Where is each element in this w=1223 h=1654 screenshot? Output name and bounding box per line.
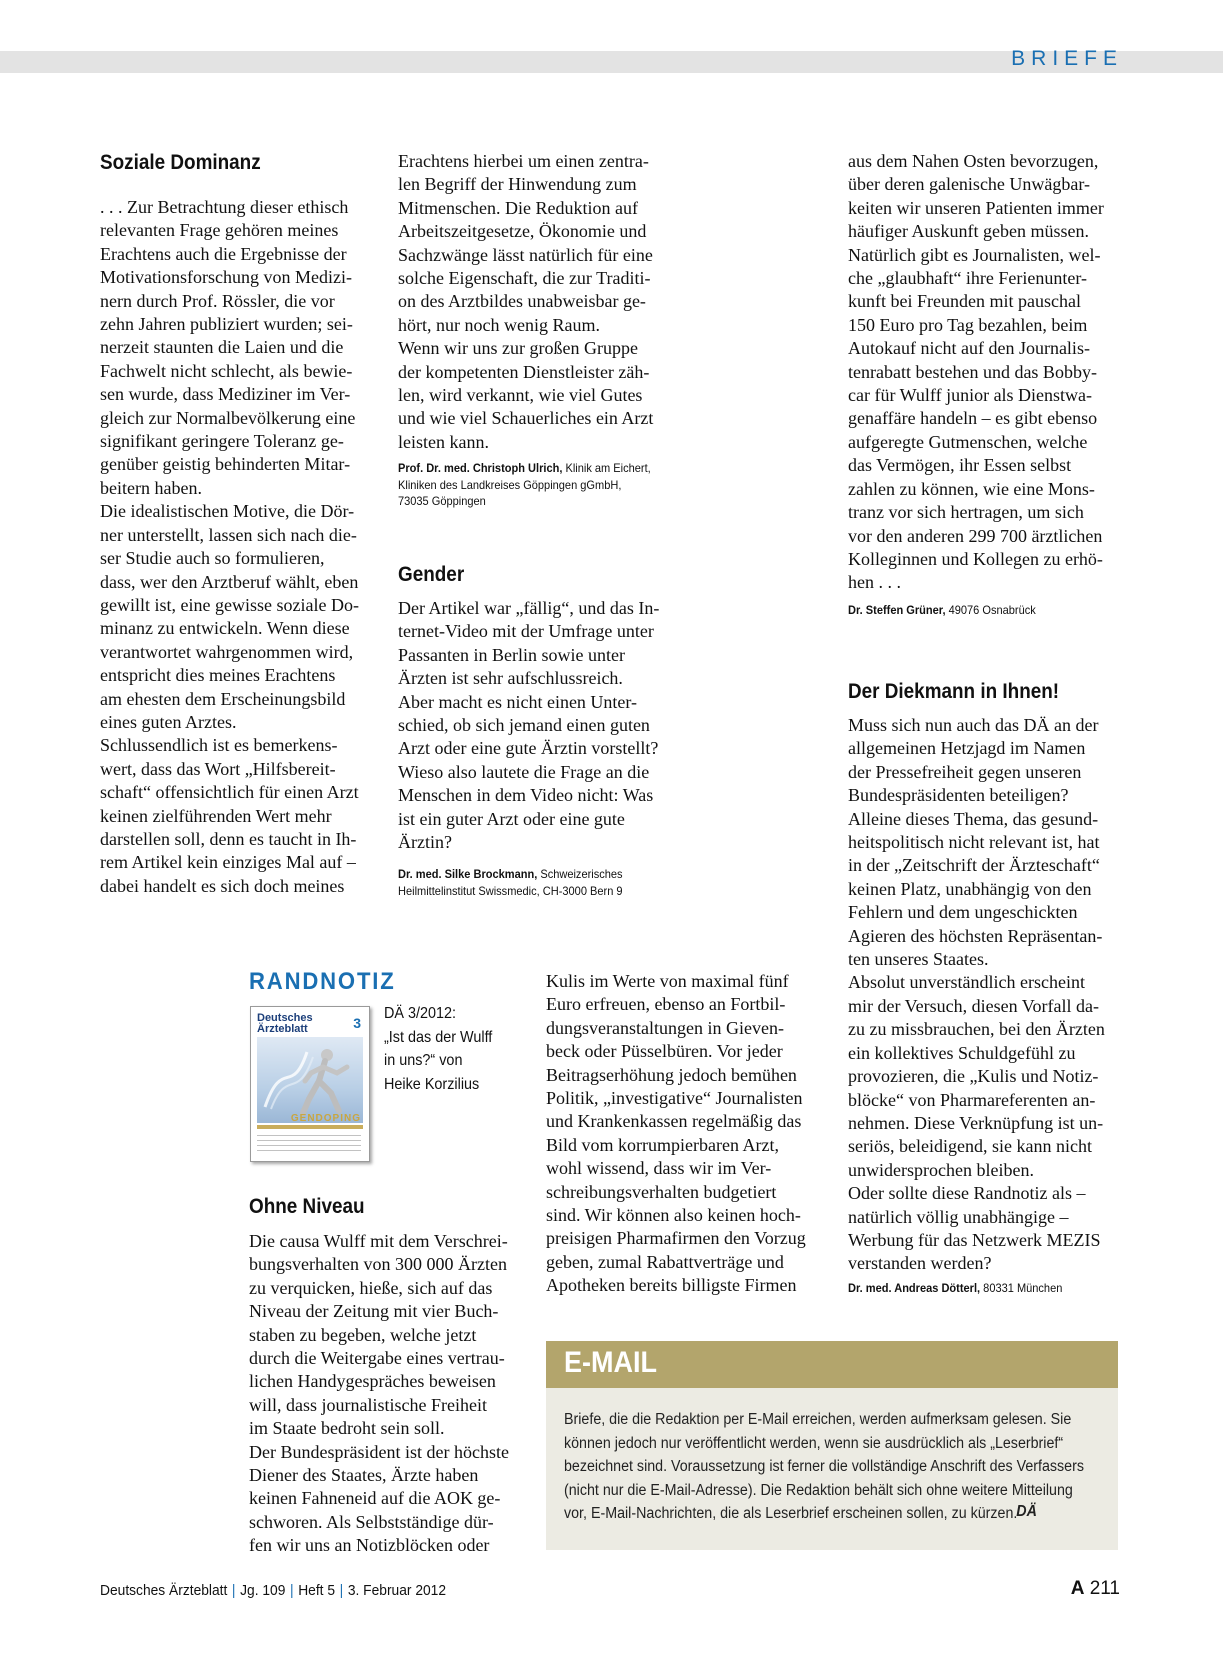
cover-headline: GENDOPING: [290, 1113, 361, 1124]
text-line: minanz zu entwickeln. Wenn diese: [100, 618, 350, 639]
article-title-ohne-niveau: Ohne Niveau: [249, 1195, 365, 1218]
text-line: Schlussendlich ist es bemerkens-: [100, 735, 338, 756]
text-line: dabei handelt es sich doch meines: [100, 875, 345, 896]
signature-affiliation: Schweizerisches: [537, 867, 623, 881]
cover-issue-number: 3: [353, 1015, 361, 1031]
text-line: ist ein guter Arzt oder eine gute: [398, 808, 625, 829]
text-line: ein kollektives Schuldgefühl zu: [848, 1042, 1076, 1063]
text-line: Motivationsforschung von Medizi-: [100, 267, 352, 288]
text-line: Aber macht es nicht einen Unter-: [398, 691, 638, 712]
text-line: Autokauf nicht auf den Journalis-: [848, 338, 1090, 359]
randnotiz-reference: [384, 1002, 492, 1096]
text-line: Oder sollte diese Randnotiz als –: [848, 1183, 1086, 1204]
text-line: Apotheken bereits billigste Firmen: [546, 1275, 797, 1296]
letter-signature-doetterl: [848, 1280, 1115, 1297]
text-line: Wieso also lautete die Frage an die: [398, 761, 650, 782]
text-line: 150 Euro pro Tag bezahlen, beim: [848, 314, 1088, 335]
text-line: Fachwelt nicht schlecht, als bewie-: [100, 360, 353, 381]
article-body-ohne-niveau: [249, 1230, 534, 1558]
footer-separator: |: [231, 1582, 236, 1599]
text-line: beitern haben.: [100, 477, 202, 498]
text-line: natürlich völlig unabhängige –: [848, 1206, 1069, 1227]
text-line: kunft bei Freunden mit pauschal: [848, 291, 1081, 312]
signature-name: Dr. med. Silke Brockmann,: [398, 867, 538, 881]
text-line: aufgeregte Gutmenschen, welche: [848, 431, 1088, 452]
page-number-prefix: A: [1070, 1578, 1085, 1599]
text-line: keinen Fahneneid auf die AOK ge-: [249, 1488, 501, 1509]
page-number-value: 211: [1089, 1578, 1120, 1599]
text-line: Briefe, die die Redaktion per E-Mail erreichen, werden aufmerksam gelesen. Sie: [564, 1411, 1072, 1428]
cover-masthead-line2: Ärzteblatt: [257, 1023, 308, 1035]
text-line: fen wir uns an Notizblöcken oder: [249, 1535, 490, 1556]
text-line: hört, nur noch wenig Raum.: [398, 314, 600, 335]
cover-band: [257, 1125, 363, 1129]
signature-address: 80331 München: [980, 1281, 1063, 1295]
signature-affiliation-line2: Heilmittelinstitut Swissmedic, CH-3000 Bern 9: [398, 883, 623, 898]
text-line: ternet-Video mit der Umfrage unter: [398, 621, 654, 642]
text-line: heitspolitisch nicht relevant ist, hat: [848, 832, 1100, 853]
text-line: vor, E-Mail-Nachrichten, die als Leserbrief erscheinen sollen, zu kürzen.: [564, 1505, 1018, 1522]
text-line: mir der Versuch, diesen Vorfall da-: [848, 995, 1099, 1016]
article-body-continued: [398, 150, 683, 454]
letter-signature-brockmann: [398, 866, 665, 899]
text-line: gleich zur Normalbevölkerung eine: [100, 407, 356, 428]
article-body-ohne-niveau-continued: [546, 970, 831, 1298]
text-line: Wenn wir uns zur großen Gruppe: [398, 338, 638, 359]
text-line: Kulis im Werte von maximal fünf: [546, 971, 789, 991]
text-line: nerzeit staunten die Laien und die: [100, 337, 344, 358]
signature-address: 73035 Göppingen: [398, 494, 486, 508]
text-line: aus dem Nahen Osten bevorzugen,: [848, 151, 1099, 171]
text-line: Natürlich gibt es Journalisten, wel-: [848, 244, 1101, 265]
text-line: häufiger Auskunft geben müssen.: [848, 221, 1089, 242]
text-line: nern durch Prof. Rössler, die vor: [100, 290, 335, 311]
letter-signature-grueener: [848, 602, 1115, 619]
text-line: Erachtens hierbei um einen zentra-: [398, 151, 649, 171]
reference-line: „Ist das der Wulff: [384, 1028, 493, 1046]
text-line: und wie viel Schauerliches ein Arzt: [398, 408, 654, 429]
text-line: hen . . .: [848, 572, 901, 593]
signature-name: Dr. Steffen Grüner,: [848, 603, 946, 617]
text-line: Mitmenschen. Die Reduktion auf: [398, 197, 638, 218]
text-line: keinen Platz, unabhängig von den: [848, 878, 1092, 899]
cover-small-print: [257, 1135, 361, 1153]
text-line: Ärzten ist sehr aufschlussreich.: [398, 668, 623, 689]
text-line: Kolleginnen und Kollegen zu erhö-: [848, 548, 1103, 569]
article-body-gender: [398, 597, 683, 854]
footer-date: 3. Februar 2012: [347, 1582, 447, 1599]
text-line: bezeichnet sind. Voraussetzung ist ferner die vollständige Anschrift des Verfassers: [564, 1458, 1085, 1475]
signature-affiliation: Klinik am Eichert,: [562, 461, 651, 475]
signature-affiliation-line2: Kliniken des Landkreises Göppingen gGmbH,: [398, 477, 622, 492]
text-line: entspricht dies meines Erachtens: [100, 665, 336, 686]
footer-journal: Deutsches Ärzteblatt: [100, 1582, 228, 1599]
text-line: staben zu begeben, welche jetzt: [249, 1324, 477, 1345]
magazine-cover-thumbnail: [250, 1006, 370, 1162]
email-box-header: [546, 1341, 1118, 1388]
text-line: on des Arztbildes unabweisbar ge-: [398, 291, 646, 312]
text-line: Werbung für das Netzwerk MEZIS: [848, 1229, 1101, 1250]
text-line: blöcke“ von Pharmareferenten an-: [848, 1089, 1096, 1110]
text-line: Fehlern und dem ungeschickten: [848, 902, 1078, 923]
text-line: leisten kann.: [398, 431, 489, 452]
text-line: Die idealistischen Motive, die Dör-: [100, 501, 355, 522]
text-line: verantwortet wahrgenommen wird,: [100, 641, 354, 662]
section-label: BRIEFE: [1011, 47, 1123, 70]
signature-name: Prof. Dr. med. Christoph Ulrich,: [398, 461, 563, 475]
text-line: können jedoch nur veröffentlicht werden, wenn sie ausdrücklich als „Leserbrief“: [564, 1434, 1064, 1452]
text-line: Bild vom korrumpierbaren Arzt,: [546, 1134, 779, 1155]
cover-masthead: [257, 1013, 313, 1035]
text-line: genüber geistig behinderten Mitar-: [100, 454, 351, 475]
text-line: relevanten Frage gehören meines: [100, 220, 339, 241]
text-line: (nicht nur die E-Mail-Adresse). Die Redaktion behält sich ohne weitere Mitteilung: [564, 1481, 1073, 1499]
text-line: genaffäre handeln – es gibt ebenso: [848, 408, 1098, 429]
text-line: im Staate bedroht sein soll.: [249, 1418, 445, 1439]
text-line: tranz vor sich hertragen, um sich: [848, 502, 1084, 523]
text-line: ten unseres Staates.: [848, 949, 989, 970]
text-line: durch die Weitergabe eines vertrau-: [249, 1348, 505, 1369]
article-body-grueener: [848, 150, 1133, 595]
text-line: verstanden werden?: [848, 1253, 992, 1274]
text-line: Muss sich nun auch das DÄ an der: [848, 715, 1099, 735]
text-line: Der Bundespräsident ist der höchste: [249, 1441, 509, 1462]
email-box-sigla: DÄ: [1016, 1503, 1037, 1520]
footer-separator: |: [290, 1582, 294, 1599]
text-line: ser Studie auch so formulieren,: [100, 548, 325, 569]
text-line: Passanten in Berlin sowie unter: [398, 644, 625, 665]
footer-volume: Jg. 109: [240, 1582, 286, 1599]
text-line: schied, ob sich jemand einen guten: [398, 715, 650, 736]
text-line: che „glaubhaft“ ihre Ferienunter-: [848, 268, 1088, 289]
text-line: will, dass journalistische Freiheit: [249, 1394, 487, 1415]
footer-separator: |: [339, 1582, 344, 1599]
text-line: car für Wulff junior als Dienstwa-: [848, 385, 1093, 406]
text-line: in der „Zeitschrift der Ärzteschaft“: [848, 855, 1100, 876]
text-line: darstellen soll, denn es taucht in Ih-: [100, 828, 357, 849]
text-line: Menschen in dem Video nicht: Was: [398, 785, 654, 806]
text-line: Bundespräsidenten beteiligen?: [848, 785, 1069, 806]
text-line: der Pressefreiheit gegen unseren: [848, 761, 1082, 782]
text-line: Niveau der Zeitung mit vier Buch-: [249, 1301, 499, 1322]
text-line: eines guten Arztes.: [100, 711, 237, 732]
article-title-diekmann: Der Diekmann in Ihnen!: [848, 680, 1060, 703]
text-line: keiten wir unseren Patienten immer: [848, 197, 1104, 218]
reference-line: Heike Korzilius: [384, 1075, 480, 1093]
text-line: Die causa Wulff mit dem Verschrei-: [249, 1231, 508, 1251]
text-line: . . . Zur Betrachtung dieser ethisch: [100, 197, 349, 217]
email-box: [546, 1388, 1118, 1550]
text-line: wohl wissend, dass wir im Ver-: [546, 1158, 772, 1179]
text-line: zahlen zu können, wie eine Mons-: [848, 478, 1095, 499]
text-line: keinen zielführenden Wert mehr: [100, 805, 332, 826]
text-line: provozieren, die „Kulis und Notiz-: [848, 1066, 1099, 1087]
text-line: tenrabatt bestehen und das Bobby-: [848, 361, 1097, 382]
text-line: Ärztin?: [398, 832, 452, 853]
article-title-soziale-dominanz: Soziale Dominanz: [100, 151, 261, 174]
text-line: rem Artikel kein einziges Mal auf –: [100, 852, 356, 873]
text-line: Arzt oder eine gute Ärztin vorstellt?: [398, 738, 659, 759]
text-line: gewillt ist, eine gewisse soziale Do-: [100, 594, 359, 615]
text-line: zu zu missbrauchen, bei den Ärzten: [848, 1019, 1105, 1040]
text-line: Alleine dieses Thema, das gesund-: [848, 808, 1099, 829]
text-line: vor den anderen 299 700 ärztlichen: [848, 525, 1103, 546]
reference-line: DÄ 3/2012:: [384, 1005, 457, 1022]
text-line: Arbeitszeitgesetze, Ökonomie und: [398, 221, 647, 242]
text-line: sind. Wir können also keinen hoch-: [546, 1205, 801, 1226]
text-line: seriös, beleidigend, sie kann nicht: [848, 1136, 1092, 1157]
text-line: Politik, „investigative“ Journalisten: [546, 1088, 803, 1109]
text-line: und Krankenkassen regelmäßig das: [546, 1111, 802, 1132]
reference-line: in uns?“ von: [384, 1052, 463, 1069]
text-line: len Begriff der Hinwendung zum: [398, 174, 637, 195]
text-line: wert, dass das Wort „Hilfsbereit-: [100, 758, 336, 779]
signature-name: Dr. med. Andreas Dötterl,: [848, 1281, 981, 1295]
text-line: schaft“ offensichtlich für einen Arzt: [100, 782, 359, 803]
text-line: len, wird verkannt, wie viel Gutes: [398, 385, 643, 406]
text-line: nehmen. Diese Verknüpfung ist un-: [848, 1112, 1104, 1133]
text-line: geben, zumal Rabattverträge und: [546, 1251, 784, 1272]
article-body-soziale-dominanz: [100, 196, 385, 898]
text-line: Sachzwänge lässt natürlich für eine: [398, 244, 653, 265]
text-line: dungsveranstaltungen in Gieven-: [546, 1017, 784, 1038]
text-line: ner unterstellt, lassen sich nach die-: [100, 524, 357, 545]
text-line: der kompetenten Dienstleister zäh-: [398, 361, 650, 382]
text-line: sen wurde, dass Mediziner im Ver-: [100, 384, 351, 405]
text-line: Diener des Staates, Ärzte haben: [249, 1465, 479, 1486]
text-line: signifikant geringere Toleranz ge-: [100, 431, 344, 452]
text-line: Der Artikel war „fällig“, und das In-: [398, 598, 660, 618]
text-line: dass, wer den Arztberuf wählt, eben: [100, 571, 359, 592]
letter-signature-ulrich: [398, 460, 665, 510]
text-line: Erachtens auch die Ergebnisse der: [100, 243, 347, 264]
text-line: Agieren des höchsten Repräsentan-: [848, 925, 1103, 946]
article-title-gender: Gender: [398, 563, 465, 586]
text-line: unwidersprochen bleiben.: [848, 1159, 1034, 1180]
text-line: Absolut unverständlich erscheint: [848, 972, 1085, 993]
article-body-diekmann: [848, 714, 1133, 1276]
email-box-text: [564, 1408, 1085, 1526]
randnotiz-label: RANDNOTIZ: [249, 968, 396, 995]
text-line: schreibungsverhalten budgetiert: [546, 1181, 777, 1202]
email-box-title: E-MAIL: [564, 1346, 657, 1379]
text-line: das Vermögen, ihr Essen selbst: [848, 455, 1072, 476]
signature-address: 49076 Osnabrück: [945, 603, 1036, 617]
cover-runner-image: [257, 1037, 363, 1123]
text-line: solche Eigenschaft, die zur Traditi-: [398, 268, 651, 289]
page-number: [1071, 1578, 1120, 1600]
cover-masthead-line1: Deutsches: [257, 1012, 313, 1024]
text-line: beck oder Püsselbüren. Vor jeder: [546, 1041, 783, 1062]
text-line: bungsverhalten von 300 000 Ärzten: [249, 1254, 507, 1275]
text-line: über deren galenische Unwägbar-: [848, 174, 1091, 195]
page-footer: [100, 1582, 446, 1599]
text-line: lichen Handygespräches beweisen: [249, 1371, 496, 1392]
text-line: Beitragserhöhung jedoch bemühen: [546, 1064, 797, 1085]
text-line: allgemeinen Hetzjagd im Namen: [848, 738, 1086, 759]
text-line: schworen. Als Selbstständige dür-: [249, 1511, 494, 1532]
text-line: Euro erfreuen, ebenso an Fortbil-: [546, 994, 786, 1015]
text-line: zehn Jahren publiziert wurden; sei-: [100, 314, 353, 335]
footer-issue: Heft 5: [298, 1582, 336, 1599]
text-line: am ehesten dem Erscheinungsbild: [100, 688, 346, 709]
text-line: preisigen Pharmafirmen den Vorzug: [546, 1228, 806, 1249]
text-line: zu verquicken, hieße, sich auf das: [249, 1277, 493, 1298]
